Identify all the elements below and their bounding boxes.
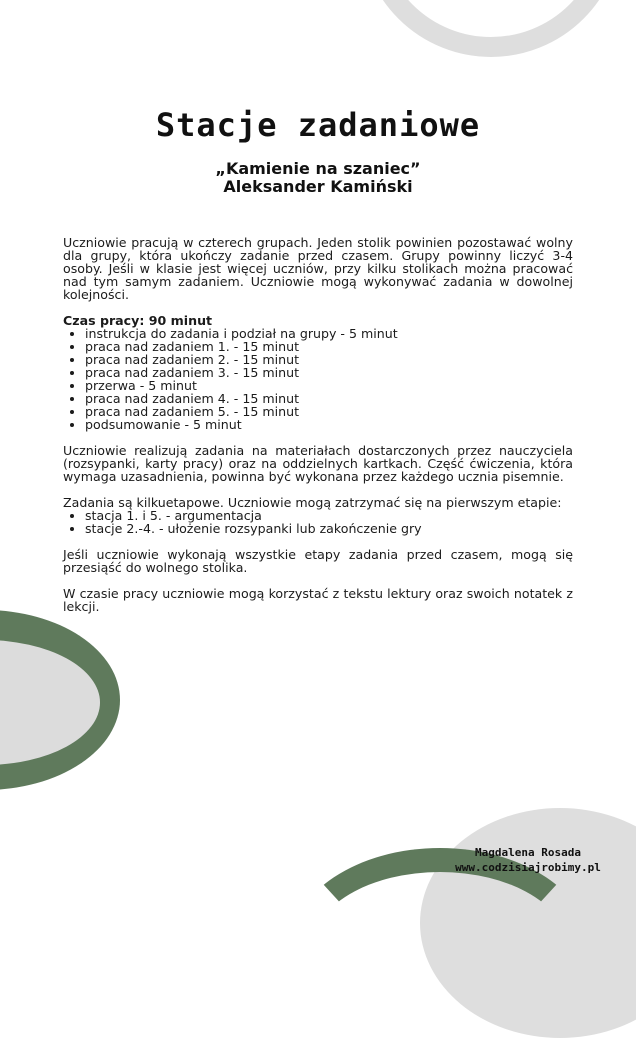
decor-ring-top bbox=[360, 0, 622, 57]
list-item: • praca nad zadaniem 1. - 15 minut bbox=[85, 340, 573, 353]
list-item: • praca nad zadaniem 5. - 15 minut bbox=[85, 405, 573, 418]
work-title: „Kamienie na szaniec” bbox=[215, 159, 421, 178]
list-item: • stacja 1. i 5. - argumentacja bbox=[85, 509, 573, 522]
resources-paragraph: W czasie pracy uczniowie mogą korzystać z tekstu lektury oraz swoich notatek z lekcji. bbox=[63, 586, 573, 614]
list-item: • instrukcja do zadania i podział na grupy - 5 minut bbox=[85, 327, 573, 340]
page-title: Stacje zadaniowe bbox=[155, 106, 481, 144]
early-finish-paragraph: Jeśli uczniowie wykonają wszystkie etapy zadania przed czasem, mogą się przesiąść do wolnego stolika. bbox=[63, 547, 573, 575]
work-time-list bbox=[63, 327, 573, 431]
list-item: • praca nad zadaniem 2. - 15 minut bbox=[85, 353, 573, 366]
signature bbox=[448, 845, 608, 875]
signature-name: Magdalena Rosada bbox=[475, 846, 581, 859]
work-time-heading: Czas pracy: 90 minut bbox=[63, 313, 213, 328]
signature-url: www.codzisiajrobimy.pl bbox=[455, 861, 601, 874]
decor-arc-bottom-green bbox=[290, 848, 590, 1048]
stages-list bbox=[63, 509, 573, 535]
list-item: • praca nad zadaniem 3. - 15 minut bbox=[85, 366, 573, 379]
document-body bbox=[63, 236, 573, 613]
list-item: • przerwa - 5 minut bbox=[85, 379, 573, 392]
list-item: • podsumowanie - 5 minut bbox=[85, 418, 573, 431]
stages-paragraph: Zadania są kilkuetapowe. Uczniowie mogą zatrzymać się na pierwszym etapie: bbox=[63, 495, 562, 510]
list-item: • praca nad zadaniem 4. - 15 minut bbox=[85, 392, 573, 405]
materials-paragraph: Uczniowie realizują zadania na materiałach dostarczonych przez nauczyciela (rozsypanki, karty pracy) oraz na oddzielnych kartkach. Część ćwiczenia, która wymaga uzasadnienia, powinna być wykonana przez każdego ucznia pisemnie. bbox=[63, 443, 573, 484]
intro-paragraph: Uczniowie pracują w czterech grupach. Jeden stolik powinien pozostawać wolny dla grupy, która ukończy zadanie przed czasem. Grupy powinny liczyć 3-4 osoby. Jeśli w klasie jest więcej uczniów, przy kilku stolikach można pracować nad tym samym zadaniem. Uczniowie mogą wykonywać zadania w dowolnej kolejności. bbox=[63, 235, 573, 302]
author-name: Aleksander Kamiński bbox=[223, 177, 413, 196]
list-item: • stacje 2.-4. - ułożenie rozsypanki lub zakończenie gry bbox=[85, 522, 573, 535]
